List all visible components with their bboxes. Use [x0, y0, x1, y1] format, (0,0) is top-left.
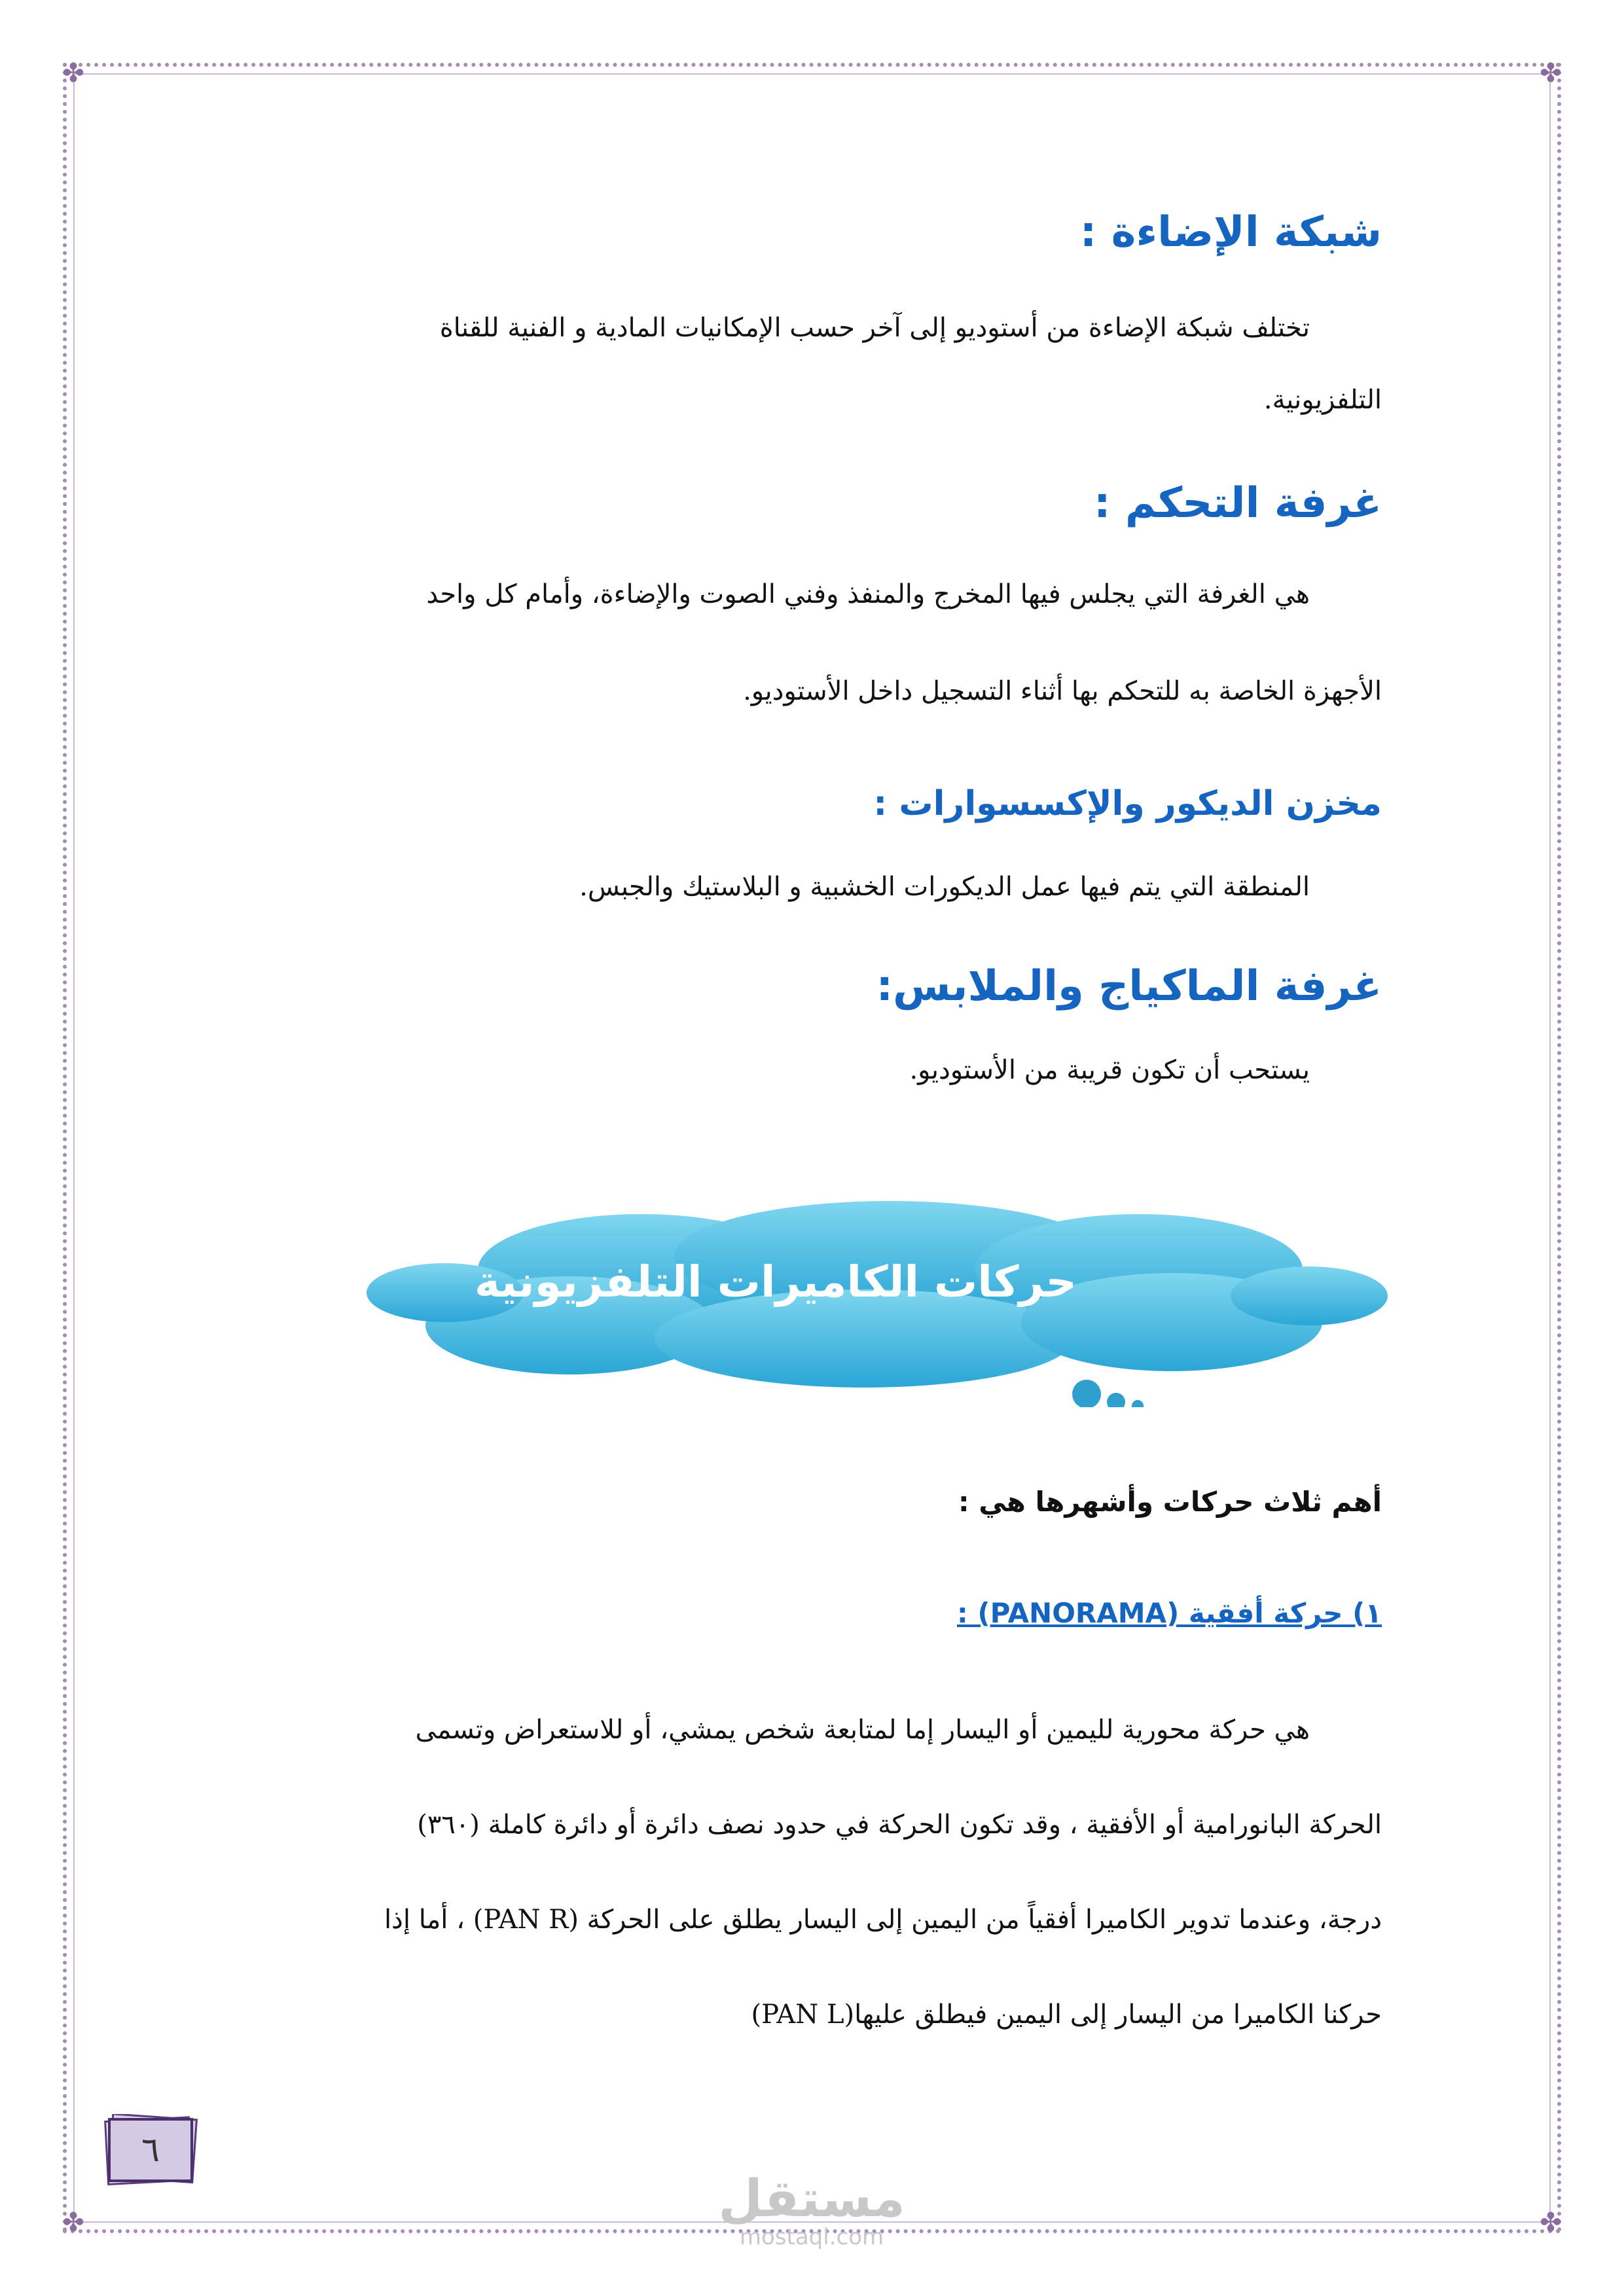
paragraph-line: الأجهزة الخاصة به للتحكم بها أثناء التسجيل داخل الأستوديو.	[743, 676, 1382, 706]
paragraph-line: المنطقة التي يتم فيها عمل الديكورات الخشبية و البلاستيك والجبس.	[579, 872, 1310, 902]
paragraph-line: حركنا الكاميرا من اليسار إلى اليمين فيطلق عليها(PAN L)	[751, 2000, 1382, 2030]
page-number: ٦	[141, 2130, 160, 2170]
cloud-bubble	[1132, 1400, 1144, 1407]
heading-decor-storage: مخزن الديكور والإكسسوارات :	[873, 784, 1382, 823]
heading-makeup-room: غرفة الماكياج والملابس:	[876, 962, 1382, 1011]
cloud-bubble	[1072, 1380, 1101, 1407]
corner-ornament-icon: ✤	[1540, 58, 1562, 88]
subsection-title: ١) حركة أفقية (PANORAMA) :	[957, 1597, 1382, 1629]
paragraph-line: الحركة البانورامية أو الأفقية ، وقد تكون الحركة في حدود نصف دائرة أو دائرة كاملة (٣٦٠)	[417, 1810, 1382, 1840]
paragraph-line: درجة، وعندما تدوير الكاميرا أفقياً من اليمين إلى اليسار يطلق على الحركة (PAN R) ، أما إذا	[384, 1905, 1382, 1935]
paragraph-line: هي حركة محورية لليمين أو اليسار إما لمتابعة شخص يمشي، أو للاستعراض وتسمى	[415, 1715, 1310, 1745]
corner-ornament-icon: ✤	[62, 58, 84, 88]
watermark-latin: mostaql.com	[739, 2224, 884, 2250]
paragraph-line: التلفزيونية.	[1263, 385, 1382, 415]
cloud-bubble	[1107, 1393, 1125, 1407]
heading-lighting-grid: شبكة الإضاءة :	[1079, 208, 1382, 257]
corner-ornament-icon: ✤	[62, 2208, 84, 2238]
banner-title: حركات الكاميرات التلفزيونية	[474, 1257, 1077, 1307]
paragraph-line: يستحب أن تكون قريبة من الأستوديو.	[909, 1055, 1310, 1085]
paragraph-line: هي الغرفة التي يجلس فيها المخرج والمنفذ وفني الصوت والإضاءة، وأمام كل واحد	[426, 579, 1310, 609]
corner-ornament-icon: ✤	[1540, 2208, 1562, 2238]
intro-text: أهم ثلاث حركات وأشهرها هي :	[958, 1486, 1382, 1518]
watermark-arabic: مستقل	[718, 2170, 905, 2229]
watermark-logo	[707, 2170, 916, 2250]
heading-control-room: غرفة التحكم :	[1093, 479, 1382, 528]
paragraph-line: تختلف شبكة الإضاءة من أستوديو إلى آخر حسب الإمكانيات المادية و الفنية للقناة	[439, 313, 1310, 343]
